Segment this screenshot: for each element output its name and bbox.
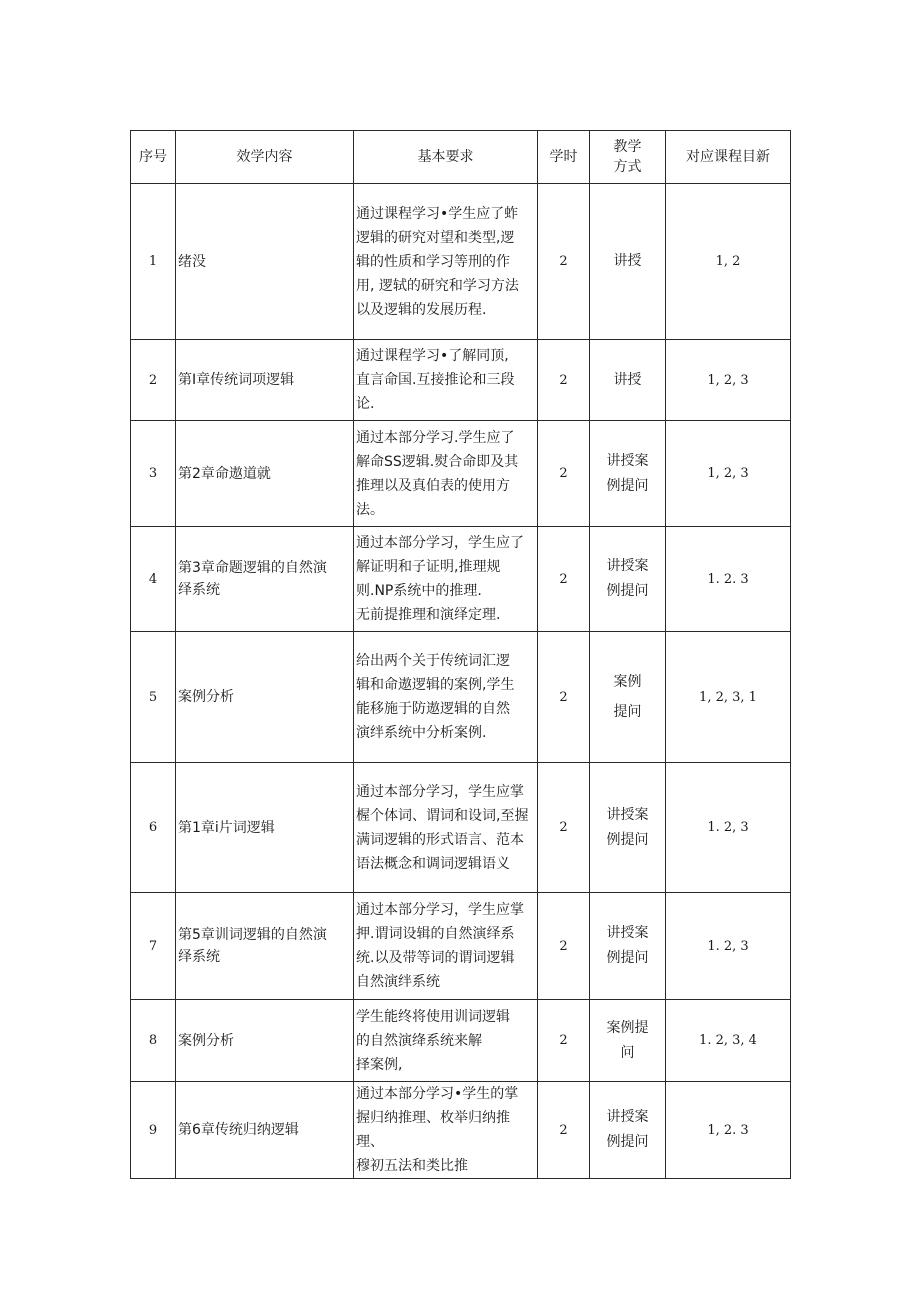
course-schedule-table	[130, 130, 791, 1179]
row-method: 案例提 问	[590, 1000, 666, 1082]
row-targets: 1. 2. 3	[666, 527, 791, 632]
table-row	[131, 340, 791, 421]
row-targets: 1, 2, 3	[666, 421, 791, 527]
row-targets: 1. 2, 3, 4	[666, 1000, 791, 1082]
table-row	[131, 527, 791, 632]
row-method: 讲授案 例提问	[590, 893, 666, 1000]
row-num: 1	[131, 184, 176, 340]
table-row	[131, 421, 791, 527]
row-hours: 2	[538, 527, 590, 632]
row-method: 讲授	[590, 184, 666, 340]
row-method: 案例 提问	[590, 632, 666, 763]
row-method: 讲授案 例提问	[590, 421, 666, 527]
row-requirements: 通过本部分学习，学生应了 解证明和子证明,推理规 则.NP系统中的推理. 无前提推理和演绎定理.	[354, 527, 538, 632]
row-hours: 2	[538, 632, 590, 763]
row-content: 第2章命遨道就	[176, 421, 354, 527]
row-num: 6	[131, 763, 176, 893]
row-requirements: 通过本部分学习，学生应掌 押.谓词设辑的自然演绎系 统.以及带等词的谓词逻辑 自然演绊系统	[354, 893, 538, 1000]
row-hours: 2	[538, 184, 590, 340]
row-num: 8	[131, 1000, 176, 1082]
table-row	[131, 893, 791, 1000]
row-num: 5	[131, 632, 176, 763]
row-num: 2	[131, 340, 176, 421]
row-num: 3	[131, 421, 176, 527]
row-content: 第I章传统词项逻辑	[176, 340, 354, 421]
row-requirements: 通过本部分学习，学生应掌 楃个体词、谓词和设词,至握 满词逻辑的形式语言、范本 语法概念和调词逻辑语义	[354, 763, 538, 893]
row-content: 案例分析	[176, 632, 354, 763]
row-method: 讲授案 例提问	[590, 763, 666, 893]
row-num: 9	[131, 1082, 176, 1179]
row-content: 第3章命题逻辑的自然演 绎系统	[176, 527, 354, 632]
row-hours: 2	[538, 1082, 590, 1179]
row-hours: 2	[538, 893, 590, 1000]
row-requirements: 通过本部分学习•学生的掌 握归纳推理、枚举归纳推理、 穆初五法和类比推	[354, 1082, 538, 1179]
row-method: 讲授	[590, 340, 666, 421]
header-content: 效学内容	[176, 131, 354, 184]
row-targets: 1. 2, 3	[666, 763, 791, 893]
row-requirements: 给出两个关于传统词汇逻 辑和命遨逻辑的案例,学生 能移施于防遨逻辑的自然 演绊系统中分析案例.	[354, 632, 538, 763]
row-content: 第5章训词逻辑的自然演 绎系统	[176, 893, 354, 1000]
row-content: 第1章i片词逻辑	[176, 763, 354, 893]
header-method: 教学 方式	[590, 131, 666, 184]
row-content: 案例分析	[176, 1000, 354, 1082]
table-row	[131, 184, 791, 340]
row-requirements: 通过课程学习•学生应了蚱 逻辑的研究对望和类型,逻 辑的性质和学习等刑的作 用, 逻轼的研究和学习方法 以及逻辑的发展历程.	[354, 184, 538, 340]
row-method: 讲授案 例提问	[590, 527, 666, 632]
row-requirements: 通过本部分学习.学生应了 解命SS逻辑.熨合命即及其 推理以及真伯表的使用方 法。	[354, 421, 538, 527]
table-row	[131, 763, 791, 893]
row-targets: 1. 2, 3	[666, 893, 791, 1000]
row-targets: 1, 2. 3	[666, 1082, 791, 1179]
row-content: 第6章传统归纳逻辑	[176, 1082, 354, 1179]
row-hours: 2	[538, 763, 590, 893]
header-requirements: 基本要求	[354, 131, 538, 184]
row-hours: 2	[538, 1000, 590, 1082]
row-hours: 2	[538, 340, 590, 421]
table-row	[131, 1000, 791, 1082]
header-targets: 对应课程目新	[666, 131, 791, 184]
row-targets: 1, 2, 3	[666, 340, 791, 421]
table-row	[131, 1082, 791, 1179]
header-hours: 学时	[538, 131, 590, 184]
row-hours: 2	[538, 421, 590, 527]
row-num: 7	[131, 893, 176, 1000]
header-row	[131, 131, 791, 184]
row-num: 4	[131, 527, 176, 632]
row-targets: 1, 2	[666, 184, 791, 340]
row-method: 讲授案 例提问	[590, 1082, 666, 1179]
header-num: 序号	[131, 131, 176, 184]
row-requirements: 学生能终将使用训词逻辑 的自然演绛系统来解 择案例,	[354, 1000, 538, 1082]
row-targets: 1, 2, 3, 1	[666, 632, 791, 763]
row-requirements: 通过课程学习•了解同顶, 直言命国.互接推论和三段 论.	[354, 340, 538, 421]
table-row	[131, 632, 791, 763]
row-content: 绪没	[176, 184, 354, 340]
